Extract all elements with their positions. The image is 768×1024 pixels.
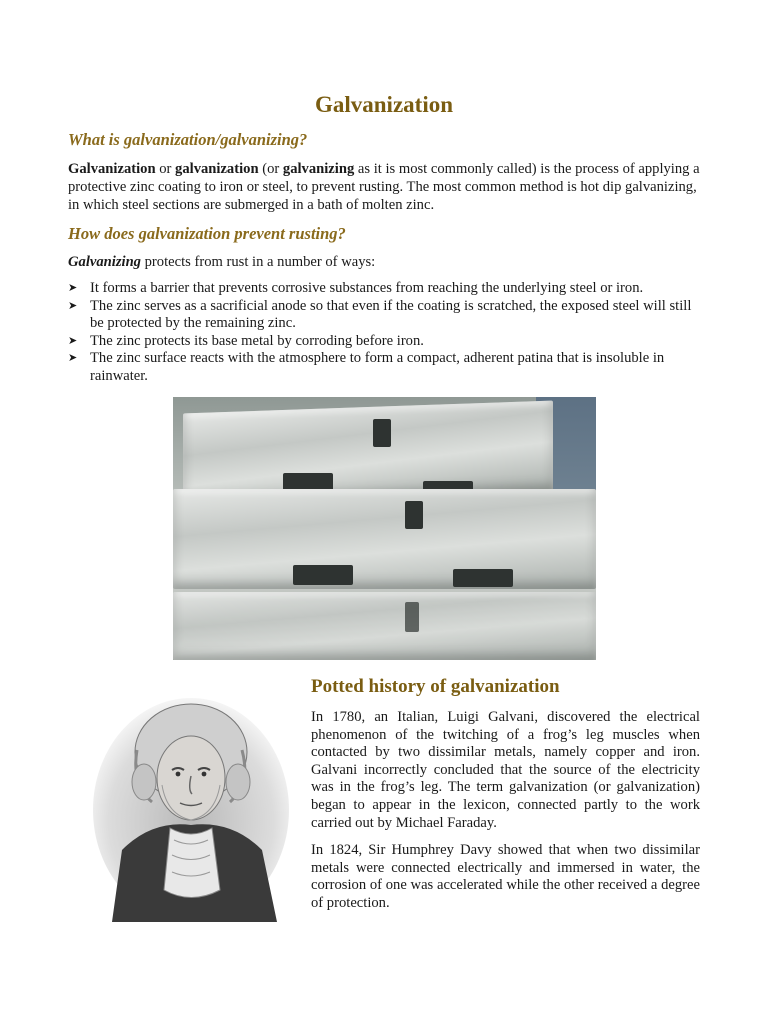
text-run: (or bbox=[258, 161, 283, 177]
text-run: as it is most commonly called) is the process of applying a protective zinc coating to iron or steel, to prevent rusting. The most common method is hot dip galvanizing, in which steel sections are submerged in a bath of molten zinc. bbox=[68, 161, 700, 213]
section-heading-how-does: How does galvanization prevent rusting? bbox=[68, 224, 346, 243]
text-run: or bbox=[155, 161, 176, 177]
page-title: Galvanization bbox=[314, 92, 453, 117]
list-item-text: It forms a barrier that prevents corrosive substances from reaching the underlying steel or iron. bbox=[90, 280, 644, 296]
term-bold: galvanizing bbox=[282, 161, 355, 177]
list-item-text: The zinc surface reacts with the atmosphere to form a compact, adherent patina that is insoluble in rainwater. bbox=[90, 350, 665, 384]
arrow-bullet-icon: ➤ bbox=[68, 282, 78, 294]
list-item bbox=[68, 298, 708, 333]
text-run: protects from rust in a number of ways: bbox=[140, 254, 376, 270]
list-item bbox=[68, 280, 708, 298]
term-bold: galvanization bbox=[175, 161, 259, 177]
list-item-text: The zinc protects its base metal by corroding before iron. bbox=[90, 332, 424, 349]
zinc-ingots-photo bbox=[173, 397, 596, 660]
term-bold: Galvanization bbox=[68, 161, 156, 177]
arrow-bullet-icon: ➤ bbox=[68, 334, 78, 347]
history-paragraph-2: In 1824, Sir Humphrey Davy showed that when two dissimilar metals were connected electrically and immersed in water, the corrosion of one was accelerated while the other received a degree of protection. bbox=[311, 842, 700, 911]
list-item bbox=[68, 333, 708, 351]
list-item-text: The zinc serves as a sacrificial anode so that even if the coating is scratched, the exposed steel will still be protected by the remaining zinc. bbox=[90, 297, 692, 331]
term-bold-italic: Galvanizing bbox=[68, 254, 141, 270]
definition-paragraph bbox=[68, 160, 700, 214]
history-paragraph-1: In 1780, an Italian, Luigi Galvani, discovered the electrical phenomenon of the twitching of a frog’s leg muscles when contacted by two dissimilar metals, namely copper and iron. Galvani incorrectly concluded that the source of the electricity was in the frog’s leg. The term galvanization (or galvanization) began to appear in the lexicon, connected partly to the work carried out by Michael Faraday. bbox=[311, 709, 700, 831]
history-heading: Potted history of galvanization bbox=[311, 676, 560, 697]
arrow-bullet-icon: ➤ bbox=[68, 299, 78, 312]
section-heading-what-is: What is galvanization/galvanizing? bbox=[68, 130, 308, 149]
galvani-portrait bbox=[92, 690, 290, 922]
arrow-bullet-icon: ➤ bbox=[68, 352, 78, 364]
bullet-list bbox=[68, 280, 708, 385]
intro-paragraph bbox=[68, 253, 700, 271]
list-item bbox=[68, 350, 708, 385]
